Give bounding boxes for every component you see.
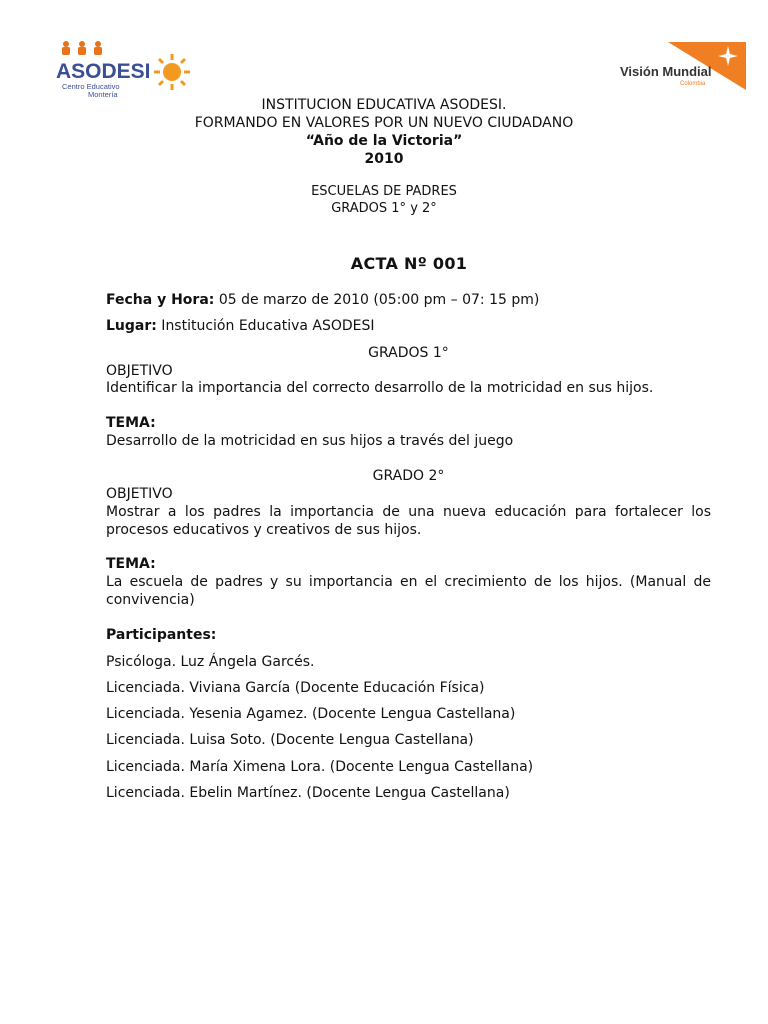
fecha-line	[106, 291, 711, 309]
grado2-tema-text: La escuela de padres y su importancia en el crecimiento de los hijos. (Manual de convivencia)	[106, 574, 711, 608]
lugar-label: Lugar:	[106, 318, 157, 334]
asodesi-logo-city: Montería	[88, 90, 118, 98]
institution-motto: FORMANDO EN VALORES POR UN NUEVO CIUDADANO	[194, 115, 574, 131]
program-name: ESCUELAS DE PADRES	[311, 184, 457, 199]
year: 2010	[364, 151, 404, 167]
participant-item: Licenciada. Ebelin Martínez. (Docente Lengua Castellana)	[106, 785, 510, 801]
grado2-objetivo-label: OBJETIVO	[106, 486, 173, 502]
lugar-value: Institución Educativa ASODESI	[156, 318, 375, 334]
acta-title-wrap	[0, 254, 768, 273]
sun-icon	[154, 54, 190, 90]
participant-item: Licenciada. Luisa Soto. (Docente Lengua Castellana)	[106, 732, 474, 748]
grado1-objetivo-label: OBJETIVO	[106, 363, 173, 379]
grades-line: GRADOS 1° y 2°	[331, 201, 437, 216]
document-header	[0, 96, 768, 168]
grado1-tema-text: Desarrollo de la motricidad en sus hijos a través del juego	[106, 433, 514, 449]
children-figures-icon	[62, 41, 102, 55]
grado2-tema-label: TEMA:	[106, 556, 156, 572]
acta-title: ACTA Nº 001	[350, 254, 468, 273]
grado1-heading: GRADOS 1°	[368, 345, 449, 361]
grado2-heading: GRADO 2°	[372, 468, 445, 484]
asodesi-logo-subtext: Centro Educativo	[62, 82, 120, 91]
year-title: “Año de la Victoria”	[305, 133, 463, 149]
fecha-label: Fecha y Hora:	[106, 292, 215, 308]
vision-mundial-logo-country: Colombia	[680, 81, 706, 87]
document-subheader	[0, 183, 768, 217]
asodesi-logo-text: ASODESI	[56, 60, 151, 83]
participantes-label: Participantes:	[106, 627, 217, 643]
vision-mundial-logo	[618, 40, 746, 92]
vision-mundial-logo-text: Visión Mundial	[620, 64, 712, 79]
grado2-objetivo-text: Mostrar a los padres la importancia de una nueva educación para fortalecer los procesos educativos y creativos de sus hijos.	[106, 504, 711, 538]
grado1-tema-label: TEMA:	[106, 415, 156, 431]
participant-item: Psicóloga. Luz Ángela Garcés.	[106, 654, 315, 670]
participant-item: Licenciada. Yesenia Agamez. (Docente Lengua Castellana)	[106, 706, 516, 722]
participant-item: Licenciada. Viviana García (Docente Educación Física)	[106, 680, 485, 696]
institution-name: INSTITUCION EDUCATIVA ASODESI.	[261, 97, 507, 113]
lugar-line	[106, 317, 711, 335]
fecha-value: 05 de marzo de 2010 (05:00 pm – 07: 15 pm)	[214, 292, 540, 308]
asodesi-logo	[52, 38, 192, 98]
participant-item: Licenciada. María Ximena Lora. (Docente Lengua Castellana)	[106, 759, 534, 775]
grado1-objetivo-text: Identificar la importancia del correcto desarrollo de la motricidad en sus hijos.	[106, 380, 654, 396]
